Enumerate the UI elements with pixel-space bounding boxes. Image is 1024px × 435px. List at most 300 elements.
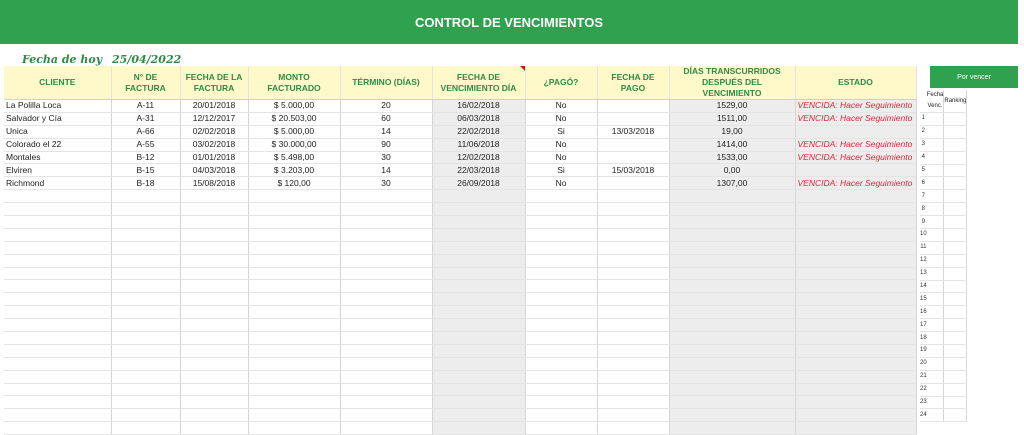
cell-cliente[interactable]	[4, 306, 111, 319]
cell-fecha-pago[interactable]	[597, 267, 669, 280]
cell-vencimiento[interactable]: 11/06/2018	[432, 138, 525, 151]
cell-fecha-pago[interactable]	[597, 280, 669, 293]
cell-vencimiento[interactable]	[432, 396, 525, 409]
cell-factura[interactable]: B-15	[111, 164, 180, 177]
cell-pago[interactable]	[525, 267, 597, 280]
cell-fecha-venc[interactable]	[927, 216, 944, 229]
cell-vencimiento[interactable]	[432, 319, 525, 332]
cell-factura[interactable]	[111, 293, 180, 306]
cell-estado[interactable]	[795, 293, 916, 306]
cell-estado[interactable]: VENCIDA: Hacer Seguimiento	[795, 112, 916, 125]
cell-fecha-venc[interactable]	[927, 164, 944, 177]
col-header-ranking[interactable]: Ranking	[944, 90, 967, 113]
cell-pago[interactable]	[525, 396, 597, 409]
cell-vencimiento[interactable]: 06/03/2018	[432, 112, 525, 125]
cell-fecha-pago[interactable]	[597, 409, 669, 422]
cell-pago[interactable]	[525, 409, 597, 422]
cell-ranking[interactable]	[944, 319, 967, 332]
cell-factura[interactable]	[111, 370, 180, 383]
cell-dias[interactable]	[669, 203, 795, 216]
cell-factura[interactable]	[111, 409, 180, 422]
cell-pago[interactable]	[525, 332, 597, 345]
cell-fecha-factura[interactable]	[180, 203, 248, 216]
cell-estado[interactable]	[795, 241, 916, 254]
cell-ranking[interactable]	[944, 409, 967, 422]
cell-vencimiento[interactable]	[432, 383, 525, 396]
cell-pago[interactable]	[525, 344, 597, 357]
cell-ranking[interactable]	[944, 306, 967, 319]
cell-fecha-factura[interactable]: 02/02/2018	[180, 125, 248, 138]
cell-estado[interactable]	[795, 396, 916, 409]
cell-ranking[interactable]	[944, 357, 967, 370]
cell-pago[interactable]: No	[525, 151, 597, 164]
cell-monto[interactable]	[248, 228, 340, 241]
cell-fecha-venc[interactable]	[927, 190, 944, 203]
cell-dias[interactable]	[669, 293, 795, 306]
cell-estado[interactable]: VENCIDA: Hacer Seguimiento	[795, 177, 916, 190]
cell-fecha-pago[interactable]	[597, 344, 669, 357]
cell-fecha-venc[interactable]	[927, 113, 944, 126]
cell-monto[interactable]	[248, 370, 340, 383]
cell-fecha-pago[interactable]	[597, 138, 669, 151]
cell-fecha-venc[interactable]	[927, 306, 944, 319]
cell-ranking[interactable]	[944, 345, 967, 358]
cell-dias[interactable]	[669, 357, 795, 370]
cell-fecha-venc[interactable]	[927, 125, 944, 138]
cell-estado[interactable]	[795, 254, 916, 267]
cell-monto[interactable]	[248, 280, 340, 293]
cell-termino[interactable]	[340, 293, 432, 306]
cell-cliente[interactable]	[4, 254, 111, 267]
cell-fecha-factura[interactable]	[180, 332, 248, 345]
cell-dias[interactable]: 19,00	[669, 125, 795, 138]
cell-factura[interactable]: B-18	[111, 177, 180, 190]
cell-monto[interactable]	[248, 241, 340, 254]
cell-termino[interactable]	[340, 409, 432, 422]
cell-factura[interactable]	[111, 332, 180, 345]
cell-pago[interactable]	[525, 228, 597, 241]
cell-estado[interactable]: VENCIDA: Hacer Seguimiento	[795, 138, 916, 151]
cell-termino[interactable]	[340, 344, 432, 357]
cell-estado[interactable]	[795, 267, 916, 280]
col-header-termino[interactable]: TÉRMINO (DÍAS)	[340, 66, 432, 100]
cell-factura[interactable]	[111, 280, 180, 293]
cell-ranking[interactable]	[944, 280, 967, 293]
cell-ranking[interactable]	[944, 164, 967, 177]
cell-termino[interactable]	[340, 396, 432, 409]
cell-estado[interactable]	[795, 383, 916, 396]
cell-cliente[interactable]: Colorado el 22	[4, 138, 111, 151]
cell-fecha-pago[interactable]	[597, 293, 669, 306]
cell-fecha-pago[interactable]	[597, 319, 669, 332]
cell-dias[interactable]	[669, 280, 795, 293]
cell-estado[interactable]	[795, 125, 916, 138]
cell-fecha-factura[interactable]	[180, 370, 248, 383]
cell-monto[interactable]	[248, 383, 340, 396]
cell-fecha-venc[interactable]	[927, 345, 944, 358]
cell-factura[interactable]	[111, 190, 180, 203]
cell-fecha-factura[interactable]: 15/08/2018	[180, 177, 248, 190]
cell-cliente[interactable]	[4, 383, 111, 396]
cell-monto[interactable]: $ 5.000,00	[248, 125, 340, 138]
cell-dias[interactable]: 1414,00	[669, 138, 795, 151]
cell-termino[interactable]	[340, 190, 432, 203]
cell-fecha-venc[interactable]	[927, 241, 944, 254]
cell-monto[interactable]	[248, 409, 340, 422]
cell-cliente[interactable]	[4, 357, 111, 370]
cell-factura[interactable]	[111, 267, 180, 280]
cell-fecha-pago[interactable]	[597, 228, 669, 241]
cell-fecha-pago[interactable]	[597, 332, 669, 345]
cell-termino[interactable]: 30	[340, 177, 432, 190]
col-header-fecha-factura[interactable]: FECHA DE LA FACTURA	[180, 66, 248, 100]
cell-monto[interactable]: $ 120,00	[248, 177, 340, 190]
cell-factura[interactable]: A-55	[111, 138, 180, 151]
cell-ranking[interactable]	[944, 151, 967, 164]
col-header-fecha-venc[interactable]: Fecha Venc.	[927, 90, 944, 113]
cell-cliente[interactable]: Richmond	[4, 177, 111, 190]
cell-pago[interactable]	[525, 383, 597, 396]
cell-cliente[interactable]	[4, 396, 111, 409]
cell-termino[interactable]: 60	[340, 112, 432, 125]
cell-vencimiento[interactable]	[432, 332, 525, 345]
cell-vencimiento[interactable]	[432, 357, 525, 370]
cell-cliente[interactable]	[4, 241, 111, 254]
cell-monto[interactable]	[248, 422, 340, 435]
cell-factura[interactable]	[111, 422, 180, 435]
cell-pago[interactable]: No	[525, 138, 597, 151]
cell-cliente[interactable]	[4, 422, 111, 435]
cell-cliente[interactable]	[4, 370, 111, 383]
cell-termino[interactable]: 30	[340, 151, 432, 164]
col-header-fecha-pago[interactable]: FECHA DE PAGO	[597, 66, 669, 100]
cell-estado[interactable]: VENCIDA: Hacer Seguimiento	[795, 151, 916, 164]
cell-cliente[interactable]	[4, 190, 111, 203]
col-header-monto[interactable]: MONTO FACTURADO	[248, 66, 340, 100]
cell-vencimiento[interactable]	[432, 293, 525, 306]
cell-fecha-pago[interactable]	[597, 100, 669, 113]
cell-monto[interactable]: $ 5.000,00	[248, 100, 340, 113]
cell-cliente[interactable]: Montales	[4, 151, 111, 164]
cell-estado[interactable]: VENCIDA: Hacer Seguimiento	[795, 100, 916, 113]
cell-cliente[interactable]: Salvador y Cía	[4, 112, 111, 125]
cell-monto[interactable]	[248, 190, 340, 203]
cell-fecha-venc[interactable]	[927, 396, 944, 409]
cell-dias[interactable]	[669, 422, 795, 435]
cell-termino[interactable]	[340, 370, 432, 383]
cell-estado[interactable]	[795, 190, 916, 203]
cell-vencimiento[interactable]: 22/02/2018	[432, 125, 525, 138]
cell-termino[interactable]	[340, 280, 432, 293]
cell-fecha-pago[interactable]	[597, 177, 669, 190]
cell-vencimiento[interactable]	[432, 241, 525, 254]
cell-vencimiento[interactable]: 12/02/2018	[432, 151, 525, 164]
cell-pago[interactable]: No	[525, 177, 597, 190]
cell-estado[interactable]	[795, 164, 916, 177]
cell-vencimiento[interactable]	[432, 267, 525, 280]
cell-vencimiento[interactable]	[432, 254, 525, 267]
cell-fecha-venc[interactable]	[927, 267, 944, 280]
cell-termino[interactable]	[340, 203, 432, 216]
cell-termino[interactable]	[340, 319, 432, 332]
cell-fecha-venc[interactable]	[927, 370, 944, 383]
cell-termino[interactable]: 14	[340, 125, 432, 138]
cell-termino[interactable]	[340, 306, 432, 319]
cell-fecha-pago[interactable]	[597, 203, 669, 216]
col-header-factura[interactable]: N° DE FACTURA	[111, 66, 180, 100]
cell-fecha-factura[interactable]: 03/02/2018	[180, 138, 248, 151]
cell-pago[interactable]	[525, 254, 597, 267]
cell-termino[interactable]	[340, 357, 432, 370]
cell-termino[interactable]	[340, 383, 432, 396]
cell-termino[interactable]	[340, 422, 432, 435]
cell-fecha-factura[interactable]	[180, 357, 248, 370]
cell-monto[interactable]: $ 5.498,00	[248, 151, 340, 164]
cell-pago[interactable]	[525, 241, 597, 254]
cell-fecha-factura[interactable]	[180, 216, 248, 229]
cell-factura[interactable]	[111, 216, 180, 229]
cell-fecha-factura[interactable]: 04/03/2018	[180, 164, 248, 177]
cell-monto[interactable]: $ 20.503,00	[248, 112, 340, 125]
cell-fecha-factura[interactable]	[180, 280, 248, 293]
cell-factura[interactable]: B-12	[111, 151, 180, 164]
cell-pago[interactable]	[525, 319, 597, 332]
cell-estado[interactable]	[795, 203, 916, 216]
cell-pago[interactable]	[525, 370, 597, 383]
cell-pago[interactable]	[525, 280, 597, 293]
cell-dias[interactable]	[669, 344, 795, 357]
cell-vencimiento[interactable]: 22/03/2018	[432, 164, 525, 177]
cell-fecha-venc[interactable]	[927, 177, 944, 190]
cell-dias[interactable]	[669, 228, 795, 241]
cell-cliente[interactable]	[4, 332, 111, 345]
col-header-estado[interactable]: ESTADO	[795, 66, 916, 100]
cell-factura[interactable]	[111, 383, 180, 396]
cell-fecha-factura[interactable]: 01/01/2018	[180, 151, 248, 164]
cell-termino[interactable]	[340, 216, 432, 229]
cell-monto[interactable]: $ 3.203,00	[248, 164, 340, 177]
cell-monto[interactable]	[248, 319, 340, 332]
cell-pago[interactable]	[525, 306, 597, 319]
cell-fecha-pago[interactable]	[597, 112, 669, 125]
cell-fecha-venc[interactable]	[927, 357, 944, 370]
cell-fecha-venc[interactable]	[927, 383, 944, 396]
cell-dias[interactable]	[669, 216, 795, 229]
cell-dias[interactable]: 1307,00	[669, 177, 795, 190]
cell-fecha-venc[interactable]	[927, 293, 944, 306]
cell-pago[interactable]: Si	[525, 164, 597, 177]
cell-termino[interactable]	[340, 241, 432, 254]
cell-ranking[interactable]	[944, 125, 967, 138]
cell-termino[interactable]	[340, 332, 432, 345]
cell-monto[interactable]	[248, 254, 340, 267]
cell-fecha-pago[interactable]	[597, 383, 669, 396]
cell-vencimiento[interactable]	[432, 344, 525, 357]
cell-factura[interactable]: A-11	[111, 100, 180, 113]
cell-dias[interactable]	[669, 396, 795, 409]
cell-pago[interactable]: No	[525, 112, 597, 125]
cell-cliente[interactable]	[4, 267, 111, 280]
cell-ranking[interactable]	[944, 216, 967, 229]
cell-estado[interactable]	[795, 370, 916, 383]
cell-factura[interactable]	[111, 254, 180, 267]
cell-fecha-pago[interactable]	[597, 306, 669, 319]
cell-cliente[interactable]	[4, 228, 111, 241]
cell-cliente[interactable]	[4, 203, 111, 216]
cell-fecha-venc[interactable]	[927, 229, 944, 242]
cell-termino[interactable]	[340, 228, 432, 241]
cell-monto[interactable]	[248, 332, 340, 345]
cell-factura[interactable]: A-31	[111, 112, 180, 125]
cell-fecha-factura[interactable]	[180, 409, 248, 422]
cell-termino[interactable]: 90	[340, 138, 432, 151]
cell-fecha-pago[interactable]: 13/03/2018	[597, 125, 669, 138]
cell-factura[interactable]	[111, 241, 180, 254]
cell-fecha-venc[interactable]	[927, 254, 944, 267]
cell-vencimiento[interactable]	[432, 370, 525, 383]
cell-estado[interactable]	[795, 306, 916, 319]
cell-ranking[interactable]	[944, 383, 967, 396]
cell-termino[interactable]	[340, 267, 432, 280]
cell-vencimiento[interactable]	[432, 203, 525, 216]
cell-termino[interactable]: 14	[340, 164, 432, 177]
cell-dias[interactable]	[669, 306, 795, 319]
cell-fecha-factura[interactable]: 12/12/2017	[180, 112, 248, 125]
cell-fecha-pago[interactable]: 15/03/2018	[597, 164, 669, 177]
cell-factura[interactable]	[111, 228, 180, 241]
cell-fecha-venc[interactable]	[927, 203, 944, 216]
cell-fecha-venc[interactable]	[927, 151, 944, 164]
cell-vencimiento[interactable]	[432, 190, 525, 203]
cell-fecha-venc[interactable]	[927, 332, 944, 345]
cell-cliente[interactable]	[4, 344, 111, 357]
cell-cliente[interactable]	[4, 409, 111, 422]
cell-fecha-factura[interactable]: 20/01/2018	[180, 100, 248, 113]
cell-dias[interactable]	[669, 370, 795, 383]
cell-termino[interactable]	[340, 254, 432, 267]
cell-monto[interactable]	[248, 293, 340, 306]
cell-pago[interactable]	[525, 203, 597, 216]
cell-vencimiento[interactable]	[432, 280, 525, 293]
cell-dias[interactable]: 1511,00	[669, 112, 795, 125]
cell-dias[interactable]	[669, 267, 795, 280]
col-header-dias[interactable]: DÍAS TRANSCURRIDOS DESPUÉS DEL VENCIMIENTO	[669, 66, 795, 100]
cell-termino[interactable]: 20	[340, 100, 432, 113]
cell-fecha-factura[interactable]	[180, 344, 248, 357]
cell-vencimiento[interactable]	[432, 216, 525, 229]
cell-fecha-factura[interactable]	[180, 228, 248, 241]
cell-vencimiento[interactable]: 26/09/2018	[432, 177, 525, 190]
cell-ranking[interactable]	[944, 332, 967, 345]
cell-fecha-factura[interactable]	[180, 267, 248, 280]
col-header-pago[interactable]: ¿PAGÓ?	[525, 66, 597, 100]
cell-fecha-factura[interactable]	[180, 306, 248, 319]
cell-monto[interactable]	[248, 267, 340, 280]
cell-monto[interactable]	[248, 396, 340, 409]
cell-dias[interactable]	[669, 254, 795, 267]
cell-pago[interactable]	[525, 293, 597, 306]
cell-vencimiento[interactable]	[432, 228, 525, 241]
cell-ranking[interactable]	[944, 254, 967, 267]
cell-factura[interactable]	[111, 319, 180, 332]
cell-fecha-factura[interactable]	[180, 396, 248, 409]
cell-dias[interactable]	[669, 383, 795, 396]
cell-monto[interactable]	[248, 306, 340, 319]
cell-ranking[interactable]	[944, 177, 967, 190]
cell-vencimiento[interactable]	[432, 409, 525, 422]
cell-monto[interactable]: $ 30.000,00	[248, 138, 340, 151]
cell-estado[interactable]	[795, 409, 916, 422]
cell-factura[interactable]	[111, 306, 180, 319]
cell-factura[interactable]	[111, 344, 180, 357]
cell-fecha-factura[interactable]	[180, 241, 248, 254]
cell-ranking[interactable]	[944, 293, 967, 306]
cell-cliente[interactable]: La Polilla Loca	[4, 100, 111, 113]
cell-ranking[interactable]	[944, 203, 967, 216]
cell-fecha-pago[interactable]	[597, 396, 669, 409]
cell-estado[interactable]	[795, 332, 916, 345]
cell-estado[interactable]	[795, 422, 916, 435]
col-header-cliente[interactable]: CLIENTE	[4, 66, 111, 100]
cell-dias[interactable]: 1529,00	[669, 100, 795, 113]
cell-vencimiento[interactable]: 16/02/2018	[432, 100, 525, 113]
cell-factura[interactable]	[111, 357, 180, 370]
cell-cliente[interactable]	[4, 280, 111, 293]
cell-monto[interactable]	[248, 216, 340, 229]
cell-ranking[interactable]	[944, 138, 967, 151]
cell-monto[interactable]	[248, 344, 340, 357]
cell-monto[interactable]	[248, 203, 340, 216]
cell-cliente[interactable]: Unica	[4, 125, 111, 138]
cell-fecha-venc[interactable]	[927, 138, 944, 151]
cell-ranking[interactable]	[944, 190, 967, 203]
cell-ranking[interactable]	[944, 229, 967, 242]
cell-dias[interactable]	[669, 409, 795, 422]
cell-estado[interactable]	[795, 280, 916, 293]
cell-vencimiento[interactable]	[432, 306, 525, 319]
cell-fecha-pago[interactable]	[597, 422, 669, 435]
cell-pago[interactable]: No	[525, 100, 597, 113]
cell-pago[interactable]	[525, 216, 597, 229]
cell-dias[interactable]: 0,00	[669, 164, 795, 177]
cell-estado[interactable]	[795, 319, 916, 332]
cell-pago[interactable]	[525, 422, 597, 435]
today-value[interactable]: 25/04/2022	[112, 53, 182, 66]
cell-dias[interactable]: 1533,00	[669, 151, 795, 164]
cell-fecha-factura[interactable]	[180, 293, 248, 306]
cell-dias[interactable]	[669, 319, 795, 332]
cell-fecha-pago[interactable]	[597, 254, 669, 267]
cell-fecha-pago[interactable]	[597, 151, 669, 164]
cell-fecha-pago[interactable]	[597, 241, 669, 254]
cell-estado[interactable]	[795, 228, 916, 241]
cell-dias[interactable]	[669, 190, 795, 203]
cell-fecha-pago[interactable]	[597, 216, 669, 229]
cell-fecha-venc[interactable]	[927, 280, 944, 293]
cell-fecha-venc[interactable]	[927, 409, 944, 422]
cell-factura[interactable]	[111, 396, 180, 409]
cell-ranking[interactable]	[944, 370, 967, 383]
cell-factura[interactable]	[111, 203, 180, 216]
cell-dias[interactable]	[669, 332, 795, 345]
cell-estado[interactable]	[795, 344, 916, 357]
cell-monto[interactable]	[248, 357, 340, 370]
cell-pago[interactable]	[525, 190, 597, 203]
cell-cliente[interactable]	[4, 293, 111, 306]
cell-fecha-factura[interactable]	[180, 422, 248, 435]
col-header-vencimiento[interactable]: FECHA DE VENCIMIENTO DÍA	[432, 66, 525, 100]
cell-fecha-factura[interactable]	[180, 190, 248, 203]
